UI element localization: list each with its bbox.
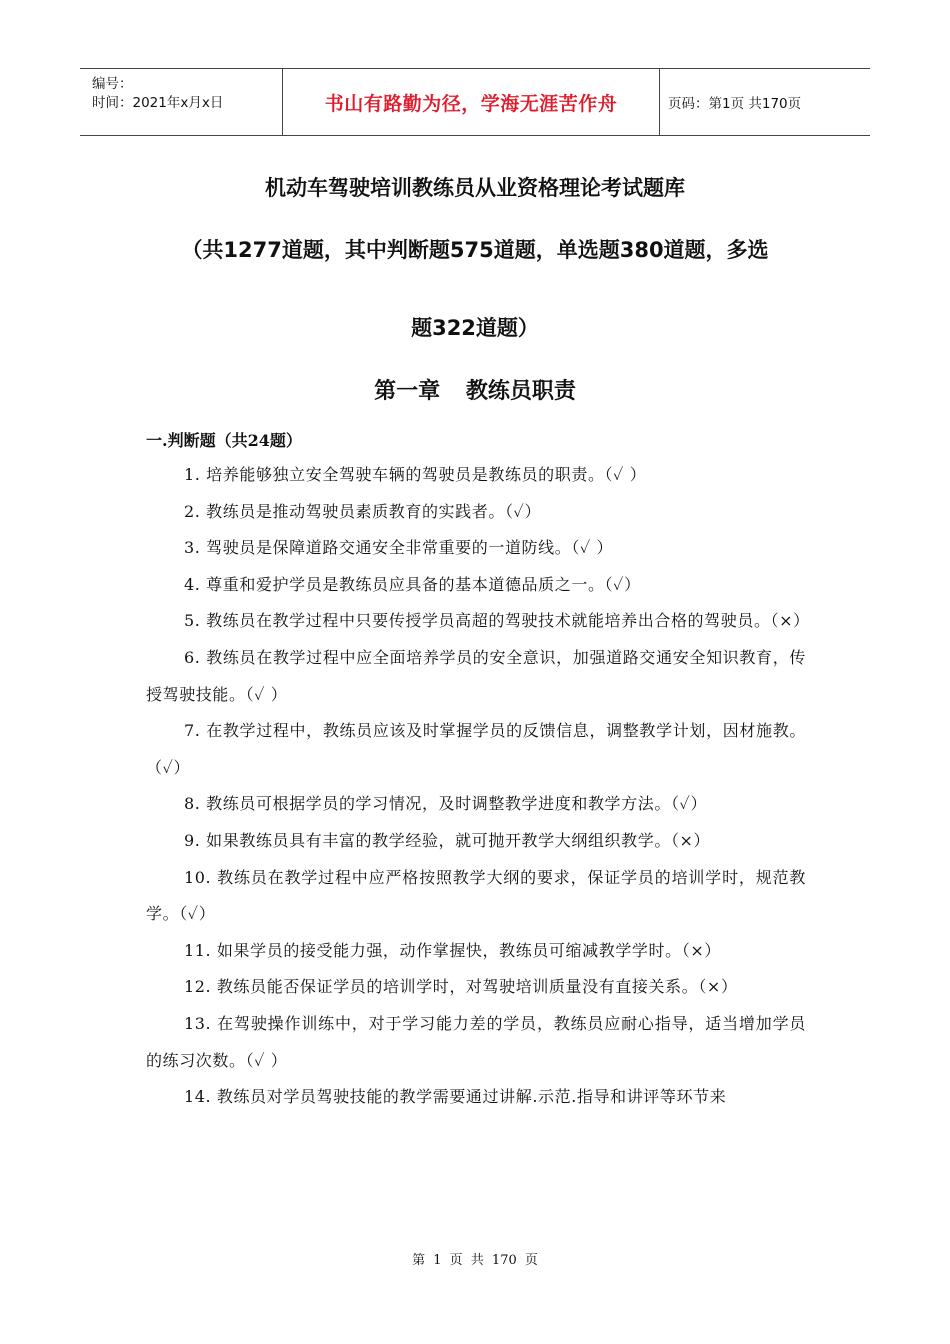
time-label: 时间：2021年x月x日	[92, 95, 224, 111]
question-item: 12. 教练员能否保证学员的培训学时，对驾驶培训质量没有直接关系。（×）	[184, 977, 738, 997]
question-item: 6. 教练员在教学过程中应全面培养学员的安全意识，加强道路交通安全知识教育，传授驾驶技能。（✓ ）	[146, 647, 806, 704]
question-item: 13. 在驾驶操作训练中，对于学习能力差的学员，教练员应耐心指导，适当增加学员的练习次数。（✓ ）	[146, 1013, 806, 1070]
question-item: 11. 如果学员的接受能力强，动作掌握快，教练员可缩减教学学时。（×）	[184, 940, 721, 960]
question-item: 9. 如果教练员具有丰富的教学经验，就可抛开教学大纲组织教学。（×）	[184, 830, 711, 850]
question-item: 14. 教练员对学员驾驶技能的教学需要通过讲解.示范.指导和讲评等环节来	[184, 1087, 727, 1107]
question-item: 4. 尊重和爱护学员是教练员应具备的基本道德品质之一。（✓）	[184, 574, 641, 594]
question-item: 2. 教练员是推动驾驶员素质教育的实践者。（✓）	[184, 501, 542, 521]
chapter-heading: 第一章 教练员职责	[374, 379, 576, 404]
question-item: 8. 教练员可根据学员的学习情况，及时调整教学进度和教学方法。（✓）	[184, 794, 708, 814]
question-item: 10. 教练员在教学过程中应严格按照教学大纲的要求，保证学员的培训学时，规范教学。（✓）	[146, 867, 806, 924]
document-subtitle-line2: 题322道题）	[411, 316, 539, 340]
header-page-code: 页码：第1页 共170页	[668, 96, 802, 112]
question-item: 7. 在教学过程中，教练员应该及时掌握学员的反馈信息，调整教学计划，因材施教。（✓）	[146, 721, 806, 777]
header-motto: 书山有路勤为径，学海无涯苦作舟	[282, 69, 660, 135]
question-list	[146, 457, 810, 1116]
header-meta	[80, 69, 282, 135]
question-item: 1. 培养能够独立安全驾驶车辆的驾驶员是教练员的职责。（✓ ）	[184, 465, 647, 484]
question-item: 3. 驾驶员是保障道路交通安全非常重要的一道防线。（✓ ）	[184, 538, 614, 558]
number-label: 编号：	[92, 76, 133, 92]
page-footer: 第 1 页 共 170 页	[412, 1253, 538, 1268]
document-title: 机动车驾驶培训教练员从业资格理论考试题库	[265, 176, 685, 200]
section-heading: 一.判断题（共24题）	[146, 431, 302, 450]
question-item: 5. 教练员在教学过程中只要传授学员高超的驾驶技术就能培养出合格的驾驶员。（×）	[184, 611, 810, 631]
document-subtitle-line1: （共1277道题，其中判断题575道题，单选题380道题，多选	[181, 238, 769, 262]
page-header	[80, 68, 870, 136]
